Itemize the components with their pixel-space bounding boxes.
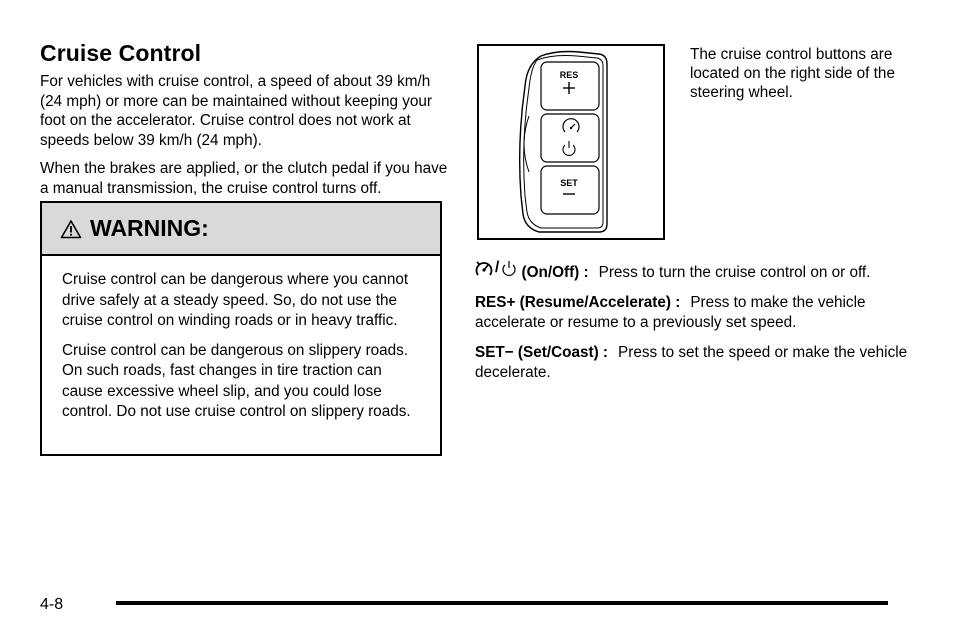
on-off-separator: / [495, 259, 500, 276]
on-off-icons [475, 258, 517, 278]
figure-caption: The cruise control buttons are located on the right side of the steering wheel. [690, 46, 895, 101]
resume-desc: Press to make the vehicle accelerate or resume to a previously set speed. [475, 294, 866, 331]
on-off-term: (On/Off) : [521, 264, 589, 281]
resume-description [475, 293, 915, 333]
power-icon [501, 260, 517, 278]
warning-header [42, 203, 440, 256]
warning-body [42, 256, 440, 423]
intro-paragraph-1: For vehicles with cruise control, a speed of about 39 km/h (24 mph) or more can be maintained without keeping your foot on the accelerator. Cruise control does not work at speeds below 39 km/h (24 mph). [40, 73, 432, 149]
on-off-description [475, 258, 915, 283]
cruise-buttons-drawing [479, 46, 663, 238]
warning-box [40, 201, 442, 456]
warning-triangle-icon [60, 219, 82, 239]
footer-rule [116, 601, 888, 605]
resume-term: RES+ (Resume/Accelerate) : [475, 294, 681, 311]
power-icon [563, 141, 575, 155]
page-number: 4-8 [40, 596, 64, 613]
warning-paragraph-2: Cruise control can be dangerous on slippery roads. On such roads, fast changes in tire traction can cause excessive wheel slip, and you could lose control. Do not use cruise control on slippery roads. [62, 341, 411, 420]
warning-paragraph-1: Cruise control can be dangerous where you cannot drive safely at a steady speed. So, do not use the cruise control on winding roads or in heavy traffic. [62, 271, 409, 329]
set-button-shape [541, 166, 599, 214]
intro-paragraph-2: When the brakes are applied, or the clutch pedal if you have a manual transmission, the cruise control turns off. [40, 160, 448, 197]
set-desc: Press to set the speed or make the vehicle decelerate. [475, 344, 908, 381]
set-button-label: SET [560, 178, 578, 188]
warning-title: WARNING: [90, 215, 209, 241]
intro-section [40, 72, 450, 207]
steering-wheel-buttons-illustration [477, 44, 665, 240]
cruise-speedometer-icon [475, 260, 493, 278]
res-button-label: RES [559, 70, 579, 80]
button-descriptions [475, 258, 915, 393]
set-description [475, 343, 915, 383]
on-off-button-shape [541, 114, 599, 162]
cruise-speedometer-icon [563, 119, 579, 132]
page-title: Cruise Control [40, 40, 202, 66]
on-off-desc: Press to turn the cruise control on or off. [598, 264, 871, 281]
set-term: SET− (Set/Coast) : [475, 344, 609, 361]
